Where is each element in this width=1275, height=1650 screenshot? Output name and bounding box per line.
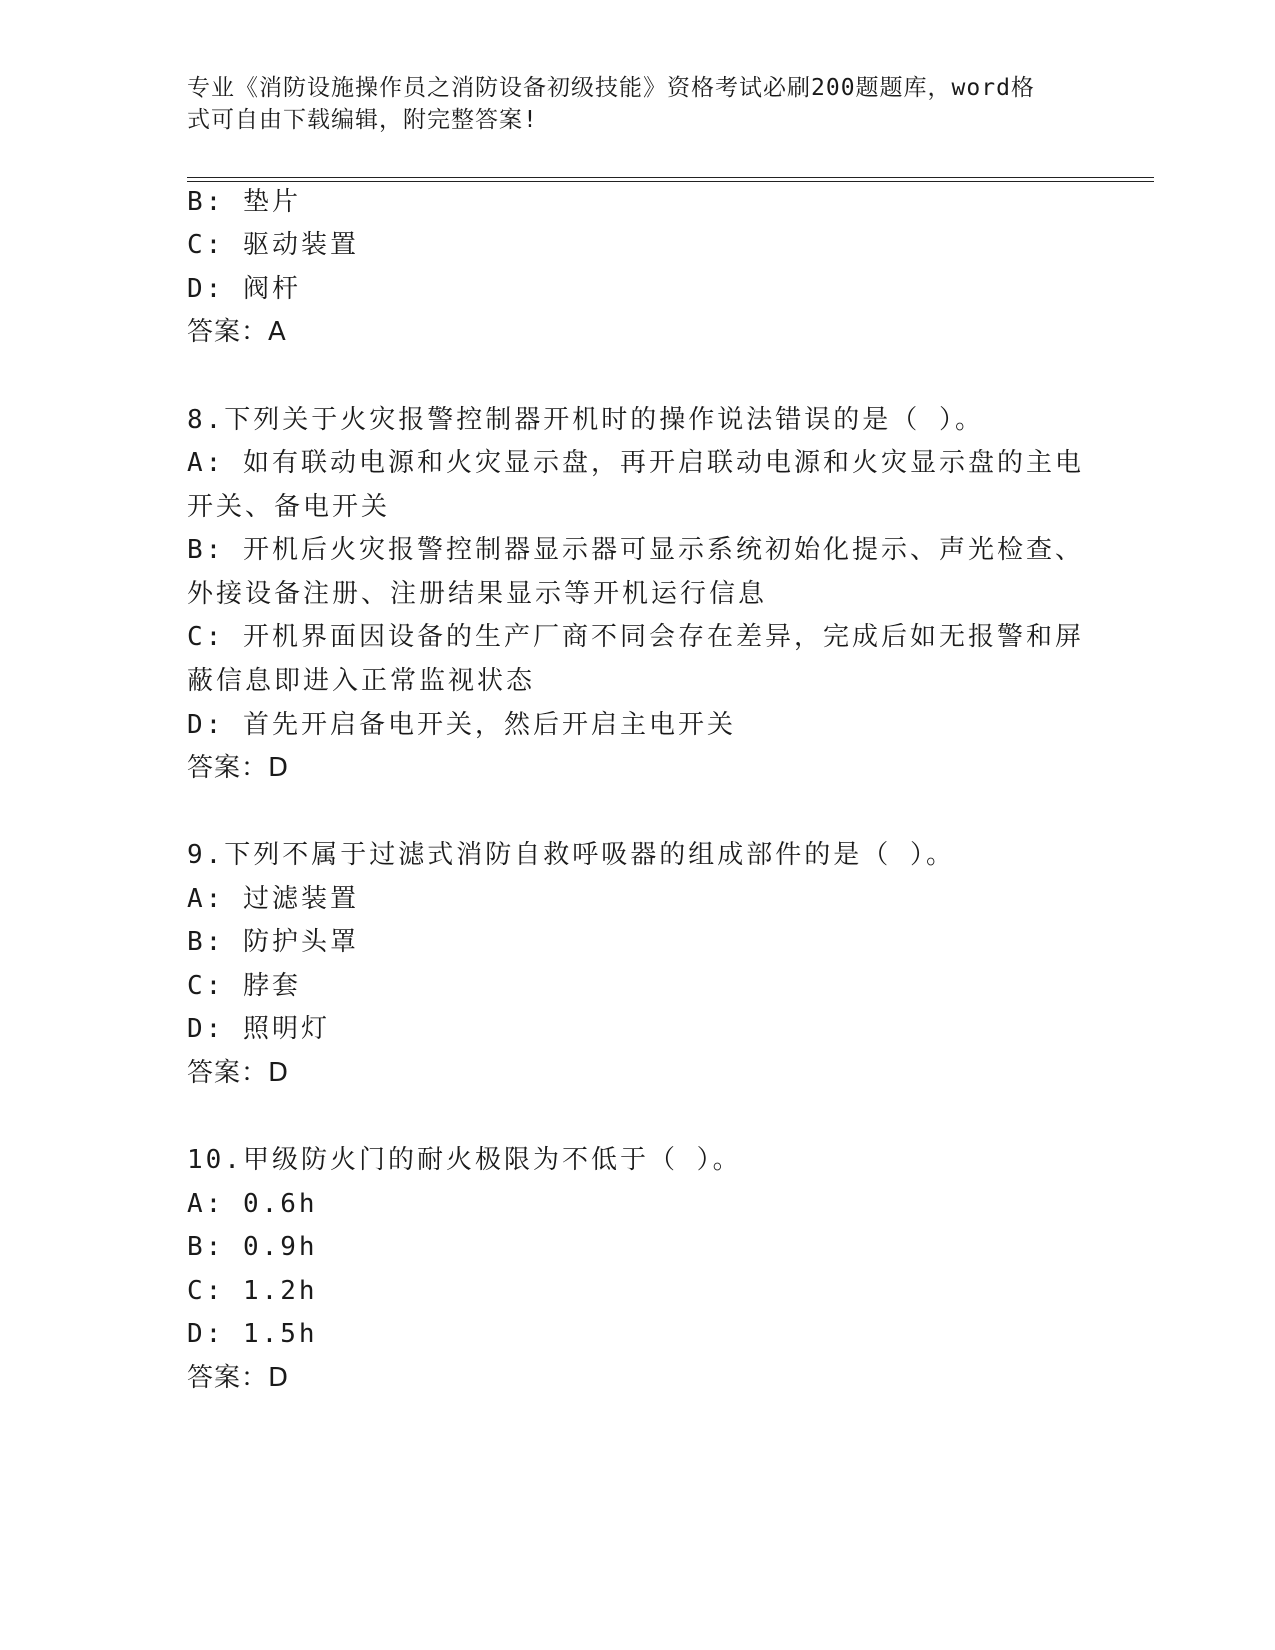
option-b: B: 0.9h — [187, 1232, 318, 1262]
option-c: C: 脖套 — [187, 971, 301, 1001]
answer: 答案：D — [187, 1058, 290, 1088]
option-a: A: 0.6h — [187, 1189, 318, 1219]
option-a: A: 如有联动电源和火灾显示盘，再开启联动电源和火灾显示盘的主电 — [187, 448, 1084, 478]
header-line-2: 式可自由下载编辑，附完整答案! — [187, 107, 538, 133]
question-stem: 8.下列关于火灾报警控制器开机时的操作说法错误的是（ ）。 — [187, 405, 984, 435]
answer: 答案：A — [187, 317, 287, 347]
option-d: D: 阀杆 — [187, 274, 301, 304]
answer: 答案：D — [187, 753, 290, 783]
option-c: C: 驱动装置 — [187, 230, 359, 260]
option-b: B: 防护头罩 — [187, 927, 359, 957]
header-rule-top — [187, 177, 1154, 178]
option-c: C: 1.2h — [187, 1276, 318, 1306]
option-b: B: 垫片 — [187, 187, 301, 217]
question-stem: 10.甲级防火门的耐火极限为不低于（ ）。 — [187, 1145, 742, 1175]
document-header — [187, 72, 1067, 136]
option-d: D: 1.5h — [187, 1319, 318, 1349]
option-d: D: 首先开启备电开关，然后开启主电开关 — [187, 710, 736, 740]
option-b: B: 开机后火灾报警控制器显示器可显示系统初始化提示、声光检查、 — [187, 535, 1084, 565]
option-c: C: 开机界面因设备的生产厂商不同会存在差异，完成后如无报警和屏 — [187, 622, 1084, 652]
header-line-1: 专业《消防设施操作员之消防设备初级技能》资格考试必刷200题题库，word格 — [187, 75, 1035, 101]
option-b-continued: 外接设备注册、注册结果显示等开机运行信息 — [187, 579, 768, 609]
question-stem: 9.下列不属于过滤式消防自救呼吸器的组成部件的是（ ）。 — [187, 840, 955, 870]
option-a-continued: 开关、备电开关 — [187, 492, 391, 522]
header-rule-bottom — [187, 181, 1154, 182]
option-a: A: 过滤装置 — [187, 884, 359, 914]
answer: 答案：D — [187, 1363, 290, 1393]
option-c-continued: 蔽信息即进入正常监视状态 — [187, 666, 536, 696]
option-d: D: 照明灯 — [187, 1014, 330, 1044]
